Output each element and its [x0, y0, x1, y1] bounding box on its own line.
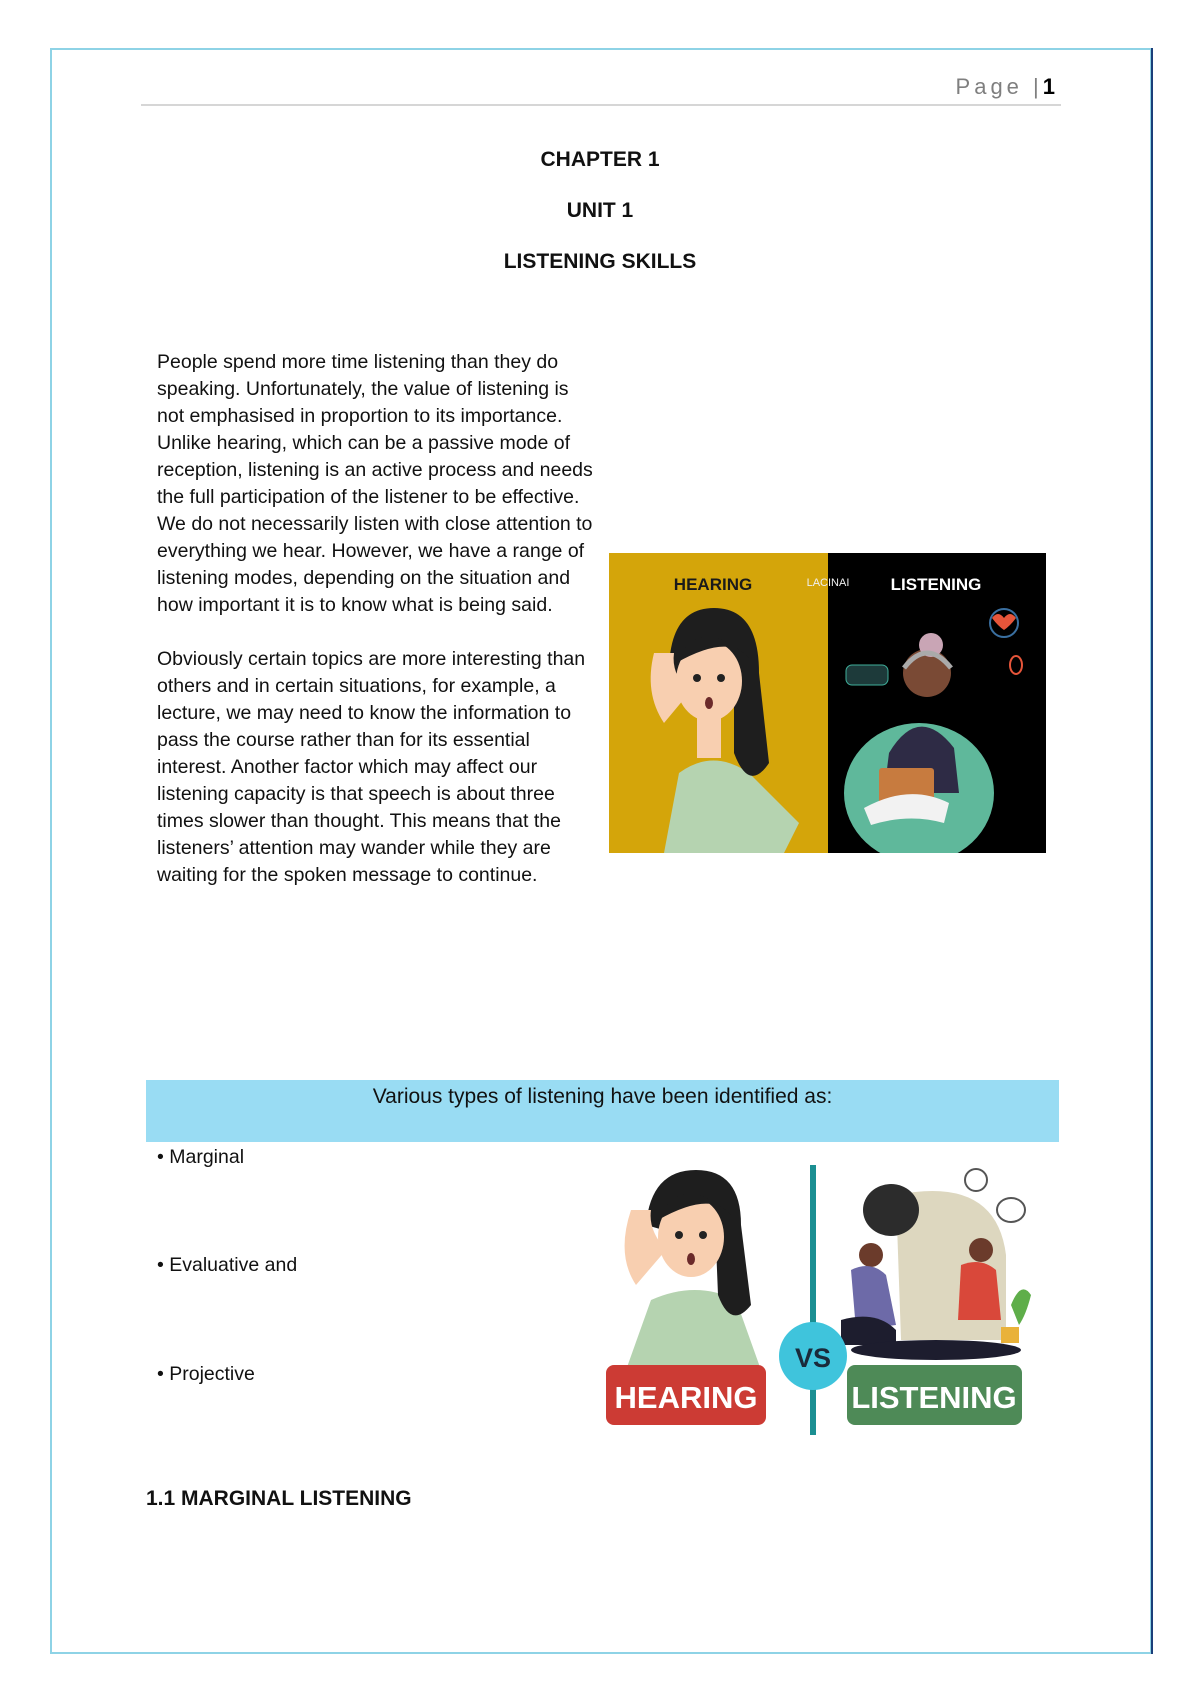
vs-label: VS — [794, 1343, 832, 1373]
conversation-icon — [841, 1169, 1031, 1360]
paragraph-1: People spend more time listening than they do speaking. Unfortunately, the value of listening is not emphasised in proportion to its importance. Unlike hearing, which can be a passive mode of reception, listening is an active process and needs the full participation of the listener to be effective. We do not necessarily listen with close attention to everything we hear. However, we have a range of listening modes, depending on the situation and how important it is to know what is being said. — [157, 351, 593, 616]
page-header — [141, 70, 1061, 106]
bullet-projective: • Projective — [157, 1363, 255, 1385]
woman-hearing-icon — [625, 1170, 761, 1370]
listening-badge-label: LISTENING — [851, 1380, 1017, 1415]
page-label: Page — [955, 74, 1023, 99]
hearing-label: HEARING — [673, 575, 753, 594]
intro-text — [157, 349, 594, 916]
hearing-listening-illustration — [609, 553, 1046, 853]
bullet-evaluative: • Evaluative and — [157, 1254, 298, 1276]
page-number: Page |1 — [955, 74, 1055, 99]
hearing-badge-label: HEARING — [614, 1380, 758, 1415]
chapter-heading: CHAPTER 1 — [540, 148, 660, 171]
page-number-value: 1 — [1042, 74, 1055, 99]
topic-heading: LISTENING SKILLS — [503, 250, 697, 273]
bullet-marginal: • Marginal — [157, 1146, 245, 1168]
section-heading: 1.1 MARGINAL LISTENING — [146, 1487, 412, 1510]
hearing-vs-listening-illustration — [596, 1165, 1046, 1435]
listening-types-banner: Various types of listening have been identified as: — [146, 1080, 1059, 1142]
unit-heading: UNIT 1 — [566, 199, 634, 222]
paragraph-2: Obviously certain topics are more interesting than others and in certain situations, for example, a lecture, we may need to know the information to pass the course rather than for its essential interest. Another factor which may affect our listening capacity is that speech is about three times slower than thought. This means that the listeners’ attention may wander while they are waiting for the spoken message to continue. — [157, 648, 586, 886]
divider-line — [810, 1165, 816, 1435]
watermark-text: LACINAI — [806, 577, 850, 589]
listening-label: LISTENING — [890, 575, 982, 594]
